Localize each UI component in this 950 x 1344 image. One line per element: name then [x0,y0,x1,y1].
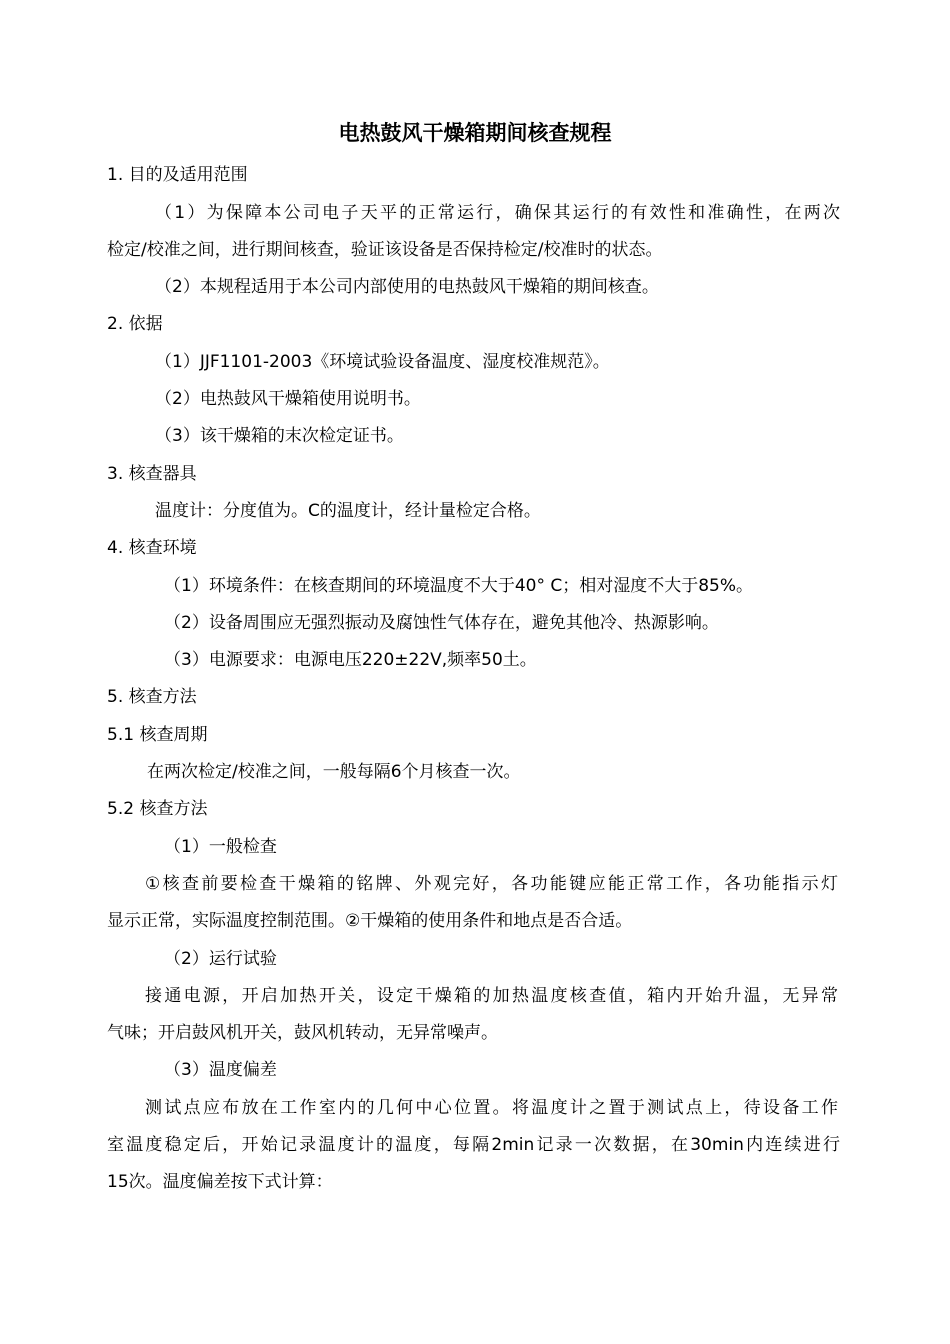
paragraph-line: 检定/校准之间，进行期间核查，验证该设备是否保持检定/校准时的状态。 [107,240,663,260]
paragraph-line: 15次。温度偏差按下式计算： [107,1172,333,1192]
section-heading-5: 5. 核查方法 [107,687,197,707]
list-item: （3）电源要求：电源电压220±22V,频率50土。 [164,650,537,670]
list-item: （3）温度偏差 [164,1060,277,1080]
section-heading-2: 2. 依据 [107,314,163,334]
paragraph-line: 测试点应布放在工作室内的几何中心位置。将温度计之置于测试点上，待设备工作 [145,1098,838,1118]
paragraph-line: （1）为保障本公司电子天平的正常运行，确保其运行的有效性和准确性，在两次 [155,203,840,223]
paragraph-line: 在两次检定/校准之间，一般每隔6个月核查一次。 [147,762,521,782]
paragraph-line: 气味；开启鼓风机开关，鼓风机转动，无异常噪声。 [107,1023,498,1043]
list-item: （2）电热鼓风干燥箱使用说明书。 [155,389,421,409]
subsection-heading-5-2: 5.2 核查方法 [107,799,208,819]
paragraph-line: 显示正常，实际温度控制范围。②干燥箱的使用条件和地点是否合适。 [107,911,633,931]
paragraph-line: 室温度稳定后，开始记录温度计的温度，每隔2min记录一次数据，在30min内连续进行 [107,1135,840,1155]
list-item: （2）运行试验 [164,949,277,969]
list-item: （2）设备周围应无强烈振动及腐蚀性气体存在，避免其他冷、热源影响。 [164,613,719,633]
document-title: 电热鼓风干燥箱期间核查规程 [338,121,612,145]
subsection-heading-5-1: 5.1 核查周期 [107,725,208,745]
list-item: （1）一般检查 [164,837,277,857]
section-heading-1: 1. 目的及适用范围 [107,165,248,185]
paragraph-line: 接通电源，开启加热开关，设定干燥箱的加热温度核查值，箱内开始升温，无异常 [145,986,838,1006]
paragraph-line: 温度计：分度值为。C的温度计，经计量检定合格。 [155,501,541,521]
section-heading-4: 4. 核查环境 [107,538,197,558]
list-item: （1）环境条件：在核查期间的环境温度不大于40° C；相对湿度不大于85%。 [164,576,754,596]
list-item: （3）该干燥箱的末次检定证书。 [155,426,404,446]
section-heading-3: 3. 核查器具 [107,464,197,484]
paragraph-line: ①核查前要检查干燥箱的铭牌、外观完好，各功能键应能正常工作，各功能指示灯 [145,874,838,894]
paragraph-line: （2）本规程适用于本公司内部使用的电热鼓风干燥箱的期间核查。 [155,277,659,297]
list-item: （1）JJF1101-2003《环境试验设备温度、湿度校准规范》。 [155,352,610,372]
